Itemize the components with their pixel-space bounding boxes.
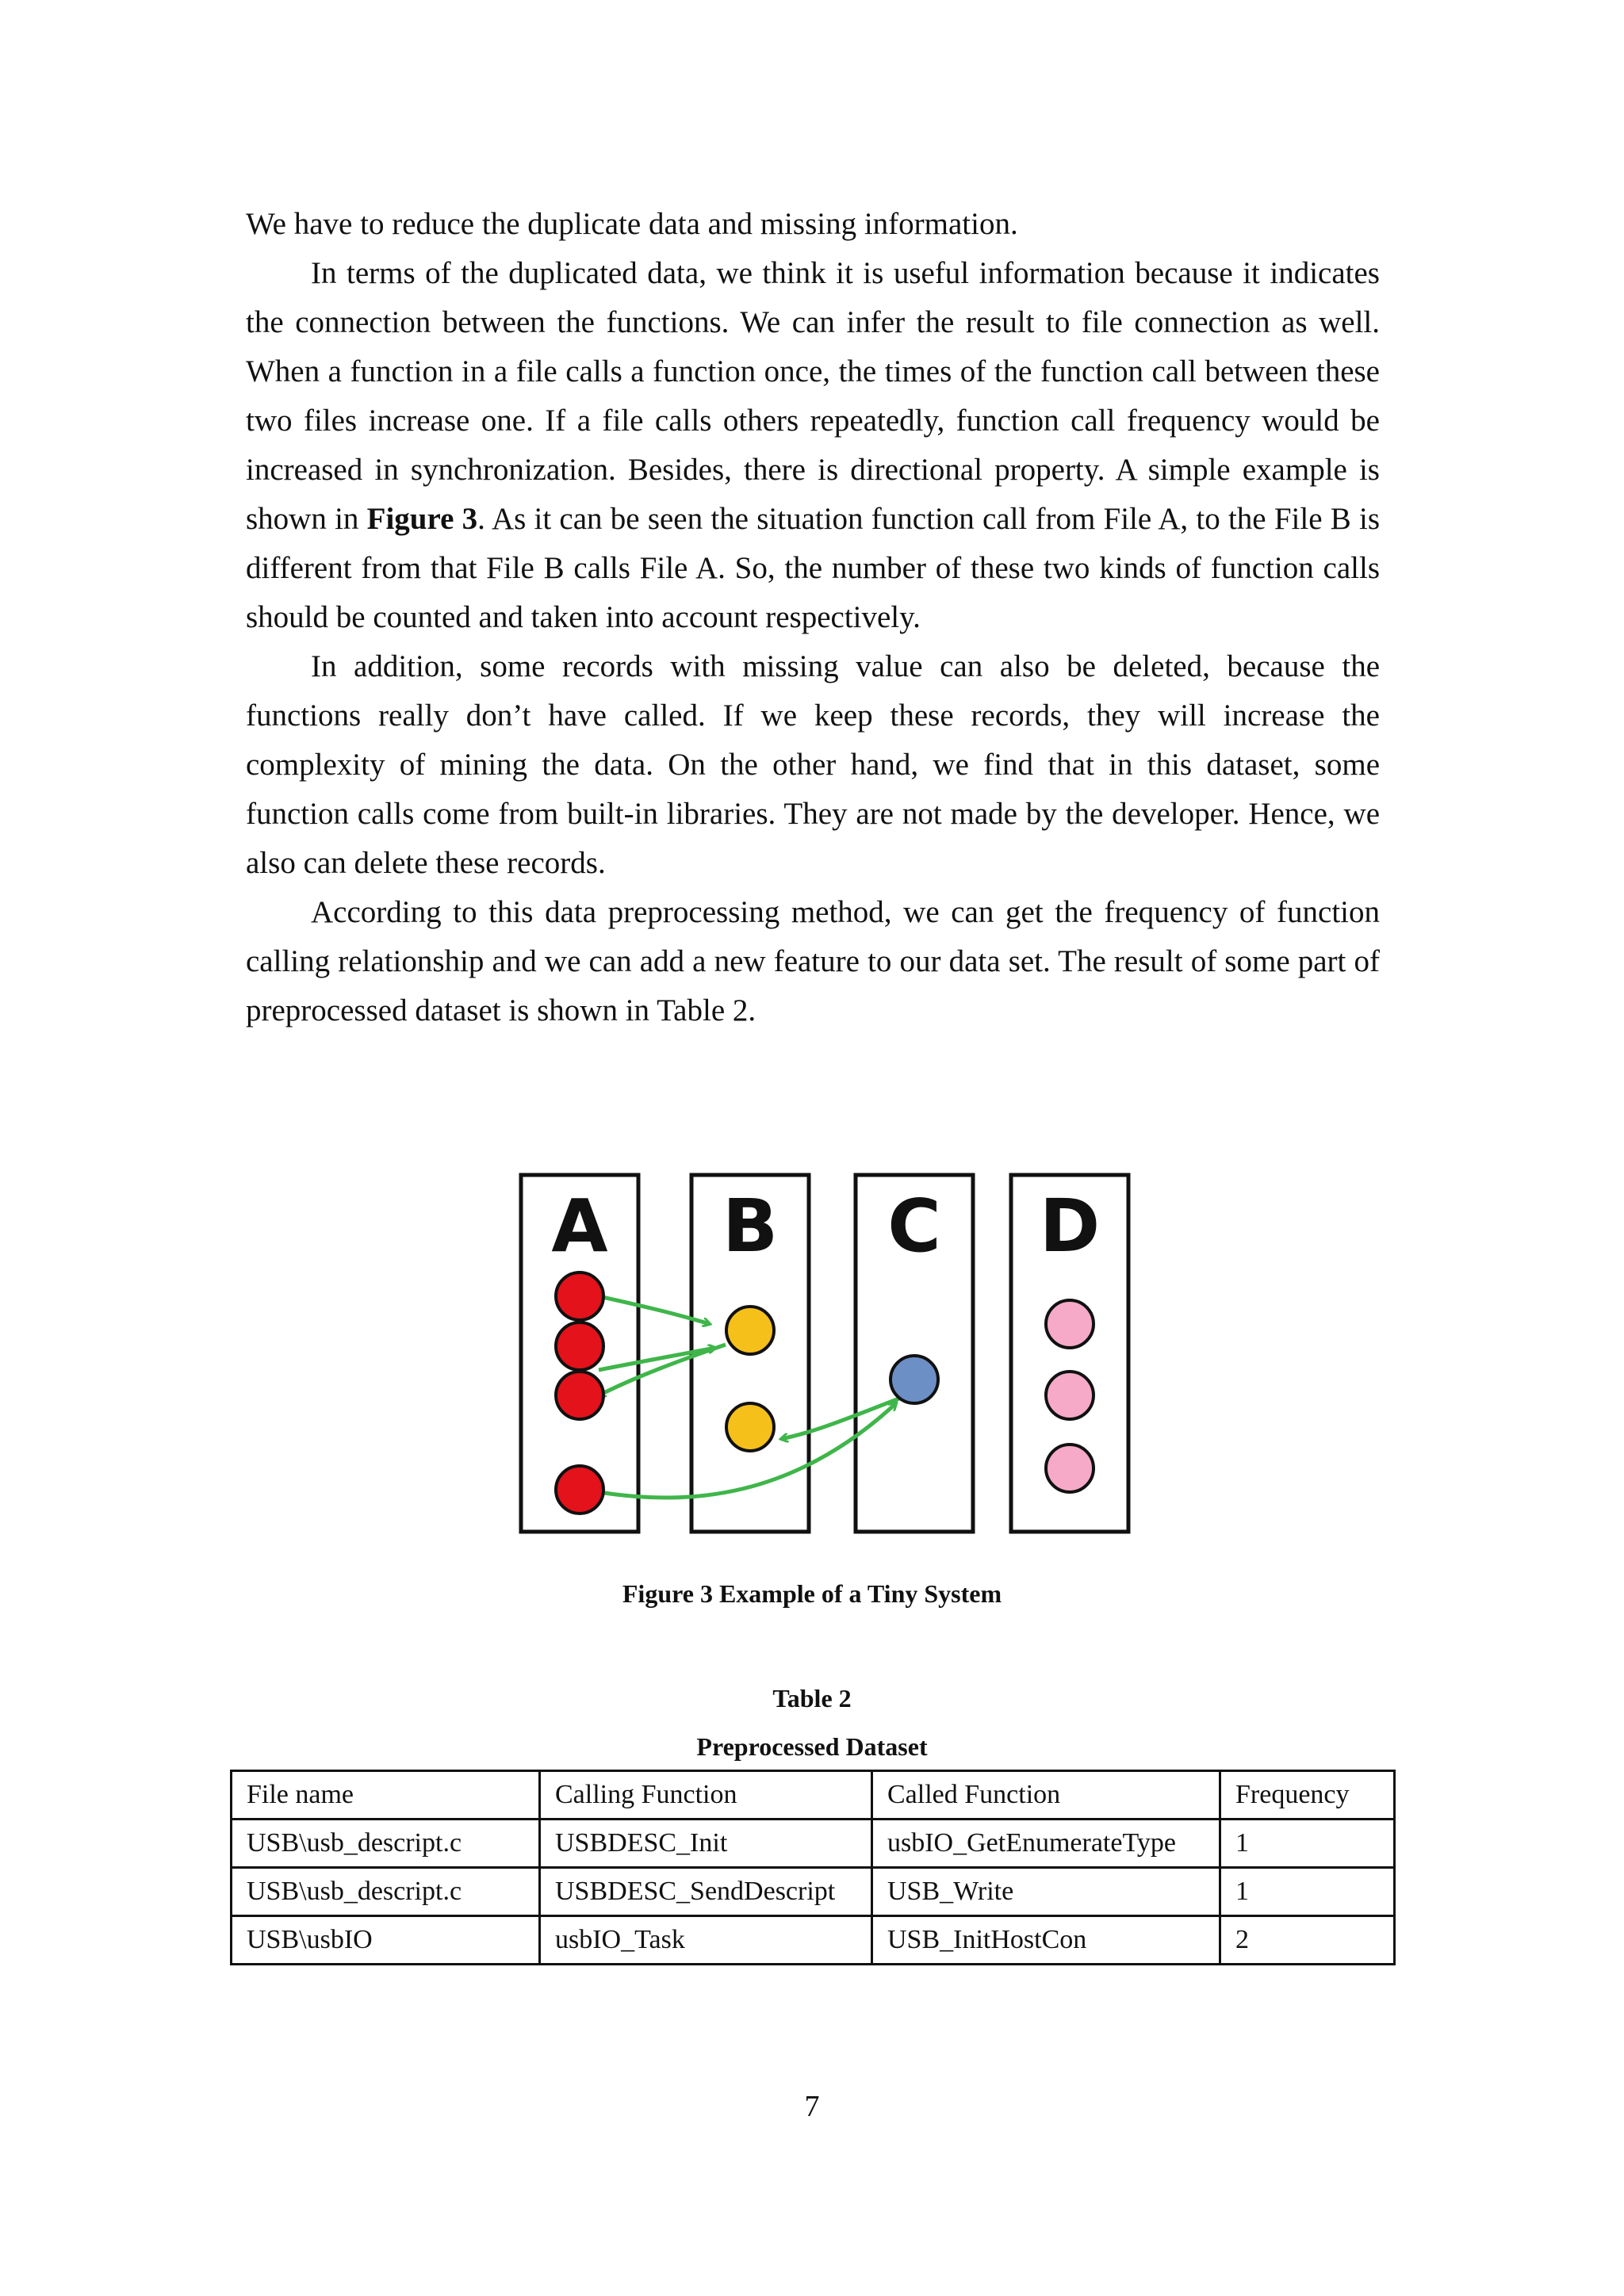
paragraph-3: In addition, some records with missing value can also be deleted, because the functions really don’t have called. If we keep these records, they will increase the complexity of mining the data. On the other hand, we find that in this dataset, some function calls come from built-in libraries. They are not made by the developer. Hence, we also can delete these records. <box>246 649 1380 880</box>
table-row <box>232 1868 1395 1916</box>
function-node-a1 <box>556 1272 603 1320</box>
figure-caption: Figure 3 Example of a Tiny System <box>622 1579 1002 1608</box>
paragraph-2 <box>246 249 1380 642</box>
function-node-b2 <box>726 1403 774 1451</box>
paragraph-4: According to this data preprocessing method, we can get the frequency of function calling relationship and we can add a new feature to our data set. The result of some part of preprocessed dataset is shown in Table 2. <box>246 895 1380 1027</box>
page-number: 7 <box>804 2090 820 2123</box>
table-header-cell: Frequency <box>1220 1771 1395 1820</box>
table-cell: 1 <box>1220 1820 1395 1868</box>
table-cell: USB_InitHostCon <box>872 1916 1220 1965</box>
table-header-cell: Called Function <box>872 1771 1220 1820</box>
table-cell: usbIO_Task <box>540 1916 872 1965</box>
table-cell: USBDESC_Init <box>540 1820 872 1868</box>
table-subtitle: Preprocessed Dataset <box>696 1732 928 1761</box>
figure-diagram <box>508 1158 1142 1554</box>
file-label-a: A <box>551 1184 608 1269</box>
paragraph-2-text-a: In terms of the duplicated data, we think it is useful information because it indicates the connection between the functions. We can infer the result to file connection as well. When a function in a file calls a function once, the times of the function call between these two files increase one. If a file calls others repeatedly, function call frequency would be increased in synchronization. Besides, there is directional property. A simple example is shown in <box>246 256 1380 536</box>
file-label-b: B <box>722 1184 779 1269</box>
function-node-b1 <box>726 1307 774 1354</box>
table-cell: USB\usb_descript.c <box>232 1868 540 1916</box>
function-node-d1 <box>1046 1300 1094 1348</box>
table-row <box>232 1916 1395 1965</box>
table-cell: USBDESC_SendDescript <box>540 1868 872 1916</box>
table-cell: 2 <box>1220 1916 1395 1965</box>
paragraph-2-text-b: . As it can be seen the situation function call from File A, to the File B is different from that File B calls File A. So, the number of these two kinds of function calls should be counted and taken into account respectively. <box>246 502 1380 634</box>
table-cell: 1 <box>1220 1868 1395 1916</box>
function-node-d3 <box>1046 1445 1094 1492</box>
table-header-cell: File name <box>232 1771 540 1820</box>
table-cell: USB\usb_descript.c <box>232 1820 540 1868</box>
function-node-c1 <box>891 1356 938 1403</box>
file-label-d: D <box>1039 1184 1101 1269</box>
function-node-d2 <box>1046 1372 1094 1419</box>
table-header-row <box>232 1771 1395 1820</box>
figure-tiny-system <box>508 1158 1142 1554</box>
table-cell: usbIO_GetEnumerateType <box>872 1820 1220 1868</box>
file-label-c: C <box>887 1184 941 1269</box>
function-node-a4 <box>556 1466 603 1513</box>
body-text <box>246 200 1380 1035</box>
function-node-a2 <box>556 1322 603 1370</box>
paragraph-1: We have to reduce the duplicate data and missing information. <box>246 207 1018 241</box>
figure-reference: Figure 3 <box>366 502 478 536</box>
table-cell: USB\usbIO <box>232 1916 540 1965</box>
table-row <box>232 1820 1395 1868</box>
table-header-cell: Calling Function <box>540 1771 872 1820</box>
table-title: Table 2 <box>772 1684 852 1712</box>
table-cell: USB_Write <box>872 1868 1220 1916</box>
preprocessed-dataset-table <box>230 1770 1396 1965</box>
function-node-a3 <box>556 1372 603 1419</box>
